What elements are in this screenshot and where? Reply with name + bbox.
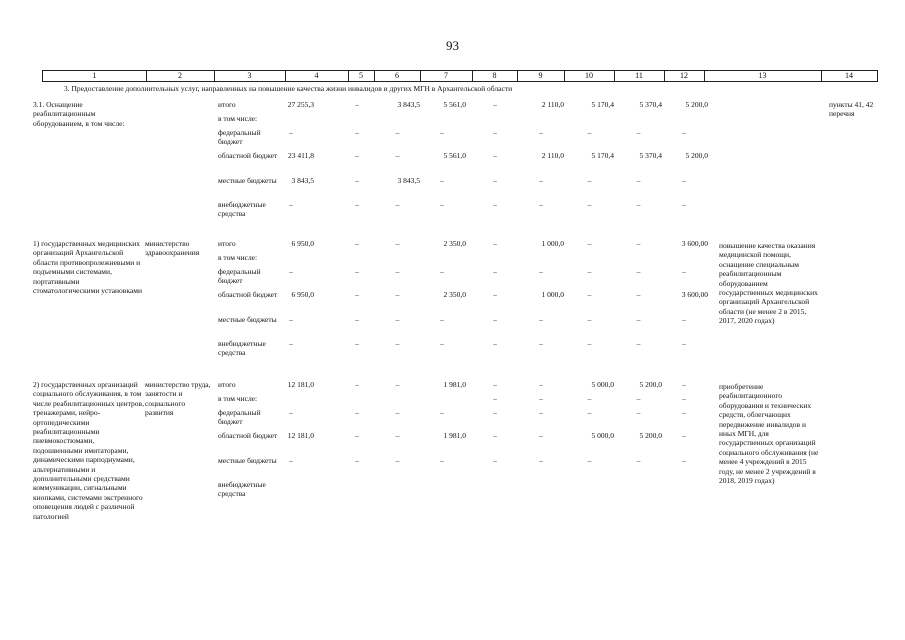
header-col-3: 3 [247,71,252,80]
header-divider [285,71,286,81]
amount-cell: – [539,394,543,403]
funding-source: федеральный бюджет [218,408,261,427]
amount-cell: – [682,431,686,440]
funding-source: внебюджетные средства [218,200,266,219]
header-divider [146,71,147,81]
header-divider [664,71,665,81]
amount-cell: – [355,431,359,440]
funding-source: итого [218,100,236,109]
amount-cell: – [395,290,400,299]
amount-cell: – [493,267,497,276]
amount-cell: – [682,456,686,465]
amount-cell: – [395,200,400,209]
header-divider [821,71,822,81]
amount-cell: – [395,431,400,440]
amount-cell: – [355,290,359,299]
amount-cell: 5 200,0 [639,380,662,389]
amount-cell: – [636,290,641,299]
amount-cell: – [682,315,686,324]
amount-cell: – [355,408,359,417]
amount-cell: – [493,290,497,299]
header-divider [704,71,705,81]
amount-cell: – [355,100,359,109]
funding-source: местные бюджеты [218,315,277,324]
amount-cell: 12 181,0 [287,431,314,440]
amount-cell: – [355,239,359,248]
amount-cell: 5 370,4 [639,100,662,109]
amount-cell: – [395,151,400,160]
amount-cell: – [395,128,400,137]
funding-source: местные бюджеты [218,176,277,185]
amount-cell: – [493,239,497,248]
header-col-10: 10 [585,71,593,80]
amount-cell: 3 843,5 [291,176,314,185]
amount-cell: – [493,200,497,209]
amount-cell: – [493,380,497,389]
amount-cell: 5 561,0 [443,151,466,160]
amount-cell: – [587,394,592,403]
amount-cell: – [587,128,592,137]
amount-cell: – [395,239,400,248]
amount-cell: – [289,339,293,348]
amount-cell: – [440,176,444,185]
amount-cell: – [587,239,592,248]
amount-cell: – [395,315,400,324]
amount-cell: – [682,267,686,276]
amount-cell: – [440,200,444,209]
header-col-8: 8 [492,71,497,80]
amount-cell: – [493,151,497,160]
amount-cell: – [587,408,592,417]
amount-cell: 1 000,0 [541,239,564,248]
page-number: 93 [446,38,459,53]
amount-cell: 5 200,0 [685,100,708,109]
amount-cell: – [395,267,400,276]
amount-cell: – [539,408,543,417]
amount-cell: – [636,267,641,276]
header-col-13: 13 [758,71,767,80]
amount-cell: – [539,339,543,348]
amount-cell: – [395,456,400,465]
amount-cell: – [682,394,686,403]
amount-cell: – [636,176,641,185]
header-divider [517,71,518,81]
header-col-2: 2 [178,71,182,80]
amount-cell: – [682,128,686,137]
amount-cell: – [440,128,444,137]
header-col-7: 7 [444,71,448,80]
amount-cell: – [395,339,400,348]
amount-cell: – [636,408,641,417]
amount-cell: – [395,408,400,417]
funding-source: в том числе: [218,394,258,403]
amount-cell: 2 350,0 [443,290,466,299]
funding-source: областной бюджет [218,290,278,299]
amount-cell: – [289,200,293,209]
amount-cell: – [493,339,497,348]
amount-cell: 5 000,0 [591,380,614,389]
funding-source: итого [218,380,236,389]
amount-cell: – [440,456,444,465]
expected-result: приобретение реабилитационного оборудования и технических средств, облегчающих передвижение инвалидов и иных МГН, для государственных организаций социального обслуживания (не менее 4 учреждений в 2015 году, не менее 2 учреждений в 2018, 2019 годах) [719,382,819,486]
amount-cell: – [587,176,592,185]
amount-cell: 2 110,0 [541,151,564,160]
amount-cell: – [493,394,497,403]
amount-cell: 3 600,00 [681,290,708,299]
amount-cell: – [539,380,543,389]
header-col-11: 11 [635,71,643,80]
amount-cell: – [355,339,359,348]
amount-cell: – [355,176,359,185]
executor: министерство труда, занятости и социального развития [145,380,211,418]
amount-cell: – [636,239,641,248]
amount-cell: 1 981,0 [443,431,466,440]
amount-cell: – [636,456,641,465]
amount-cell: – [355,267,359,276]
amount-cell: 5 170,4 [591,100,614,109]
header-col-9: 9 [538,71,543,80]
section-title: 3. Предоставление дополнительных услуг, направленных на повышение качества жизни инвалидов и других МГН в Архангельской области [64,84,513,93]
amount-cell: 5 561,0 [443,100,466,109]
amount-cell: – [289,456,293,465]
amount-cell: – [682,339,686,348]
header-divider [614,71,615,81]
measure-name: 1) государственных медицинских организаций Архангельской области противопролежневыми и подъемными системами, портативными стоматологическими установками [33,239,142,296]
amount-cell: – [493,456,497,465]
amount-cell: – [682,200,686,209]
header-col-6: 6 [395,71,399,80]
funding-source: в том числе: [218,114,258,123]
amount-cell: 3 600,00 [681,239,708,248]
amount-cell: 2 110,0 [541,100,564,109]
amount-cell: – [440,339,444,348]
amount-cell: – [493,128,497,137]
amount-cell: – [355,200,359,209]
amount-cell: 2 350,0 [443,239,466,248]
amount-cell: – [493,176,497,185]
amount-cell: – [493,408,497,417]
amount-cell: – [440,267,444,276]
amount-cell: – [636,394,641,403]
amount-cell: – [587,456,592,465]
expected-result: повышение качества оказания медицинской помощи, оснащение специальным реабилитационным оборудованием государственных медицинских организаций Архангельской области (не менее 2 в 2015, 2017, 2020 годах) [719,241,818,326]
amount-cell: – [493,431,497,440]
header-col-1: 1 [92,71,97,80]
amount-cell: – [355,151,359,160]
amount-cell: – [539,200,543,209]
amount-cell: – [539,431,543,440]
amount-cell: – [493,315,497,324]
funding-source: внебюджетные средства [218,339,266,358]
amount-cell: – [289,408,293,417]
amount-cell: – [587,290,592,299]
header-col-14: 14 [845,71,853,80]
header-col-12: 12 [680,71,688,80]
amount-cell: – [355,128,359,137]
amount-cell: 5 170,4 [591,151,614,160]
amount-cell: – [355,380,359,389]
amount-cell: – [289,315,293,324]
column-number-header [42,70,878,82]
amount-cell: 23 411,8 [288,151,314,160]
amount-cell: – [587,315,592,324]
amount-cell: 5 200,0 [639,431,662,440]
amount-cell: – [289,128,293,137]
amount-cell: 1 000,0 [541,290,564,299]
amount-cell: – [539,176,543,185]
amount-cell: – [440,315,444,324]
funding-source: федеральный бюджет [218,267,261,286]
funding-source: местные бюджеты [218,456,277,465]
header-divider [374,71,375,81]
amount-cell: – [682,408,686,417]
amount-cell: – [636,339,641,348]
amount-cell: 3 843,5 [397,176,420,185]
measure-name: 2) государственных организаций социального обслуживания, в том числе реабилитационных центров, тренажерами, нейро-ортопедическими реабилитационными пневмокостюмами, подошвенными имитаторами, динамическими парподиумами, альтернативными и дополнительными средствами коммуникации, сигнальными кнопками, системами экстренного оповещения людей с различной патологией [33,380,144,521]
amount-cell: – [587,267,592,276]
amount-cell: 5 200,0 [685,151,708,160]
amount-cell: 3 843,5 [397,100,420,109]
amount-cell: – [493,100,497,109]
amount-cell: – [355,456,359,465]
amount-cell: – [539,315,543,324]
funding-source: федеральный бюджет [218,128,261,147]
executor: министерство здравоохранения [145,239,200,258]
amount-cell: 5 000,0 [591,431,614,440]
funding-source: в том числе: [218,253,258,262]
amount-cell: – [440,408,444,417]
header-col-5: 5 [359,71,363,80]
amount-cell: – [682,176,686,185]
amount-cell: – [636,128,641,137]
amount-cell: 6 950,0 [291,290,314,299]
amount-cell: – [539,456,543,465]
measure-name: 3.1. Оснащение реабилитационным оборудованием, в том числе: [33,100,125,128]
amount-cell: – [636,315,641,324]
amount-cell: – [682,380,686,389]
header-divider [348,71,349,81]
header-divider [564,71,565,81]
amount-cell: – [539,267,543,276]
amount-cell: – [289,267,293,276]
amount-cell: – [539,128,543,137]
amount-cell: – [636,200,641,209]
funding-source: областной бюджет [218,431,278,440]
amount-cell: – [587,339,592,348]
amount-cell: 1 981,0 [443,380,466,389]
amount-cell: 6 950,0 [291,239,314,248]
amount-cell: 5 370,4 [639,151,662,160]
funding-source: областной бюджет [218,151,278,160]
header-divider [214,71,215,81]
header-col-4: 4 [314,71,319,80]
amount-cell: – [587,200,592,209]
amount-cell: – [395,380,400,389]
amount-cell: 27 255,3 [287,100,314,109]
reference: пункты 41, 42 перечня [829,100,874,119]
header-divider [472,71,473,81]
funding-source: внебюджетные средства [218,480,266,499]
amount-cell: 12 181,0 [287,380,314,389]
amount-cell: – [355,315,359,324]
header-divider [420,71,421,81]
funding-source: итого [218,239,236,248]
